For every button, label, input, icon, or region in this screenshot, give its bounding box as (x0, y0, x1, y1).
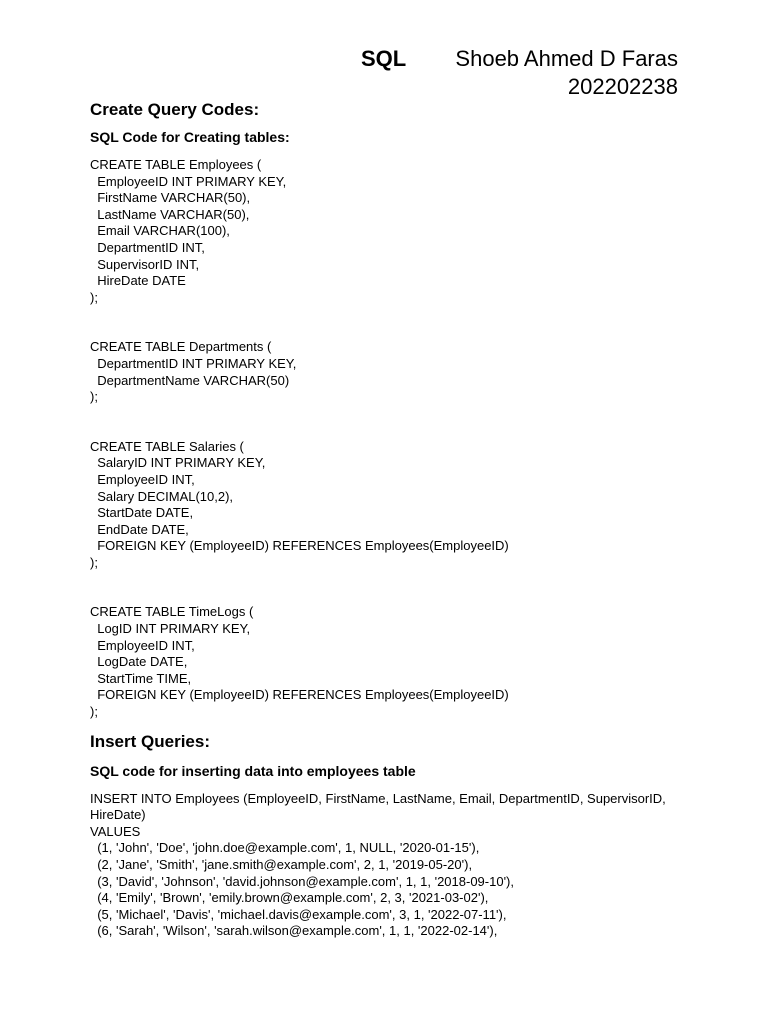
code-line: LogID INT PRIMARY KEY, (90, 621, 251, 637)
code-line: CREATE TABLE Salaries ( (90, 438, 244, 454)
code-line: DepartmentID INT PRIMARY KEY, (90, 355, 297, 371)
insert-statement: INSERT INTO Employees (EmployeeID, FirstName, LastName, Email, DepartmentID, SupervisorID, HireDate) (90, 790, 666, 823)
create-section-subtitle: SQL Code for Creating tables: (90, 129, 290, 145)
code-line: SupervisorID INT, (90, 256, 200, 272)
code-line: LogDate DATE, (90, 654, 188, 670)
insert-employees-code (90, 791, 690, 940)
insert-section-title: Insert Queries: (90, 731, 210, 751)
code-line: Email VARCHAR(100), (90, 223, 230, 239)
values-row: (3, 'David', 'Johnson', 'david.johnson@example.com', 1, 1, '2018-09-10'), (90, 873, 514, 889)
code-line: EmployeeID INT, (90, 637, 195, 653)
header-student-id: 202202238 (567, 74, 678, 99)
code-line: EndDate DATE, (90, 521, 189, 537)
values-row: (1, 'John', 'Doe', 'john.doe@example.com', 1, NULL, '2020-01-15'), (90, 840, 480, 856)
code-line: CREATE TABLE TimeLogs ( (90, 604, 254, 620)
create-section-title: Create Query Codes: (90, 100, 260, 119)
create-timelogs-code (90, 604, 690, 720)
code-line: CREATE TABLE Departments ( (90, 339, 272, 355)
code-line: DepartmentName VARCHAR(50) (90, 372, 290, 388)
create-salaries-code (90, 439, 690, 572)
code-line: FirstName VARCHAR(50), (90, 190, 251, 206)
code-line: StartDate DATE, (90, 505, 194, 521)
code-line: ); (90, 289, 98, 305)
code-line: CREATE TABLE Employees ( (90, 157, 262, 172)
code-line: LastName VARCHAR(50), (90, 206, 250, 222)
values-keyword: VALUES (90, 823, 141, 839)
code-line: FOREIGN KEY (EmployeeID) REFERENCES Employees(EmployeeID) (90, 538, 509, 554)
document-header (0, 44, 678, 104)
code-line: EmployeeID INT, (90, 471, 195, 487)
create-employees-code (90, 157, 690, 306)
create-departments-code (90, 339, 690, 405)
code-line: ); (90, 389, 98, 405)
insert-section-subtitle: SQL code for inserting data into employees table (90, 762, 416, 779)
values-row: (6, 'Sarah', 'Wilson', 'sarah.wilson@example.com', 1, 1, '2022-02-14'), (90, 923, 498, 939)
values-row: (5, 'Michael', 'Davis', 'michael.davis@example.com', 3, 1, '2022-07-11'), (90, 906, 507, 922)
code-line: Salary DECIMAL(10,2), (90, 488, 234, 504)
code-line: FOREIGN KEY (EmployeeID) REFERENCES Employees(EmployeeID) (90, 687, 509, 703)
document-body (90, 97, 690, 940)
values-row: (4, 'Emily', 'Brown', 'emily.brown@example.com', 2, 3, '2021-03-02'), (90, 890, 489, 906)
code-line: SalaryID INT PRIMARY KEY, (90, 455, 266, 471)
code-line: HireDate DATE (90, 273, 186, 289)
header-author-name: Shoeb Ahmed D Faras (455, 46, 678, 71)
code-line: DepartmentID INT, (90, 239, 205, 255)
code-line: StartTime TIME, (90, 670, 192, 686)
values-row: (2, 'Jane', 'Smith', 'jane.smith@example.com', 2, 1, '2019-05-20'), (90, 857, 473, 872)
code-line: EmployeeID INT PRIMARY KEY, (90, 173, 287, 189)
code-line: ); (90, 554, 98, 570)
code-line: ); (90, 704, 98, 720)
header-sql-label: SQL (361, 46, 407, 71)
